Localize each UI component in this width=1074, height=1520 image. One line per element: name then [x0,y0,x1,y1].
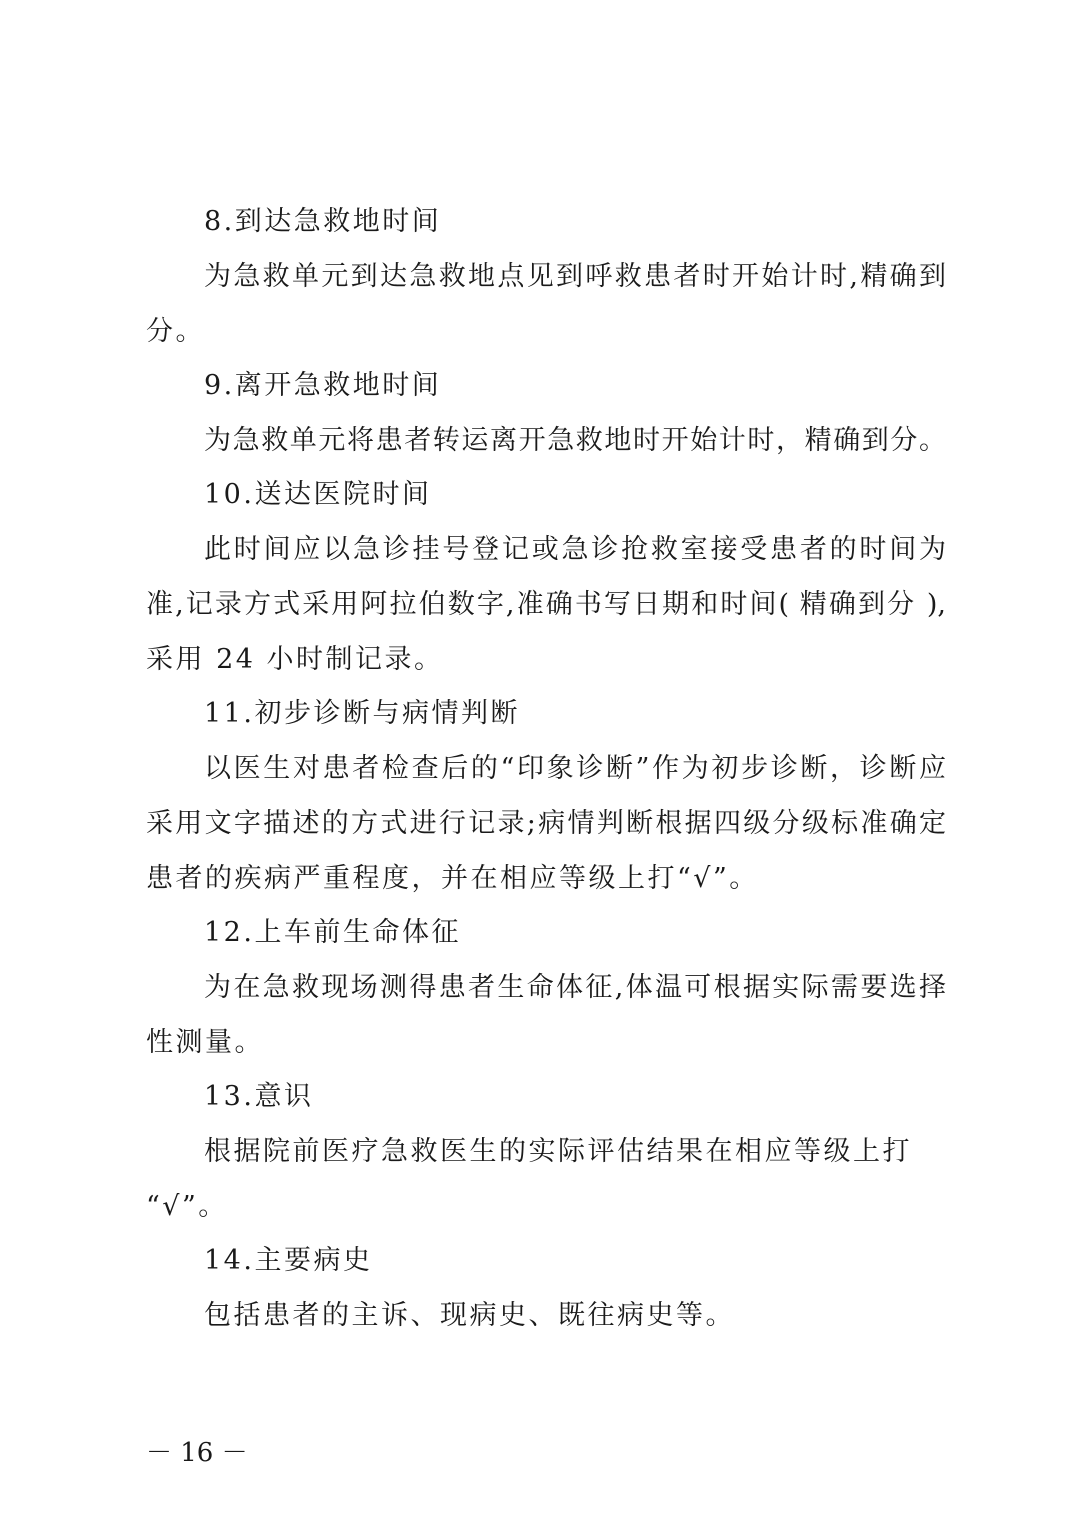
section-13-body-line-2: “√”。 [146,1191,228,1222]
section-10-body-line-2: 准,记录方式采用阿拉伯数字,准确书写日期和时间( 精确到分 ), [146,589,946,620]
section-12-body-line-2: 性测量。 [146,1027,264,1058]
section-13-heading: 13.意识 [204,1081,314,1112]
section-14-body-line-1: 包括患者的主诉、现病史、既往病史等。 [204,1300,735,1331]
section-9-body-line-1: 为急救单元将患者转运离开急救地时开始计时，精确到分。 [204,425,946,456]
section-9-heading: 9.离开急救地时间 [204,370,442,401]
section-10-body-line-1: 此时间应以急诊挂号登记或急诊抢救室接受患者的时间为 [204,534,946,565]
section-13-body-line-1: 根据院前医疗急救医生的实际评估结果在相应等级上打 [204,1136,912,1167]
section-10-body-line-3: 采用 24 小时制记录。 [146,644,444,675]
section-11-heading: 11.初步诊断与病情判断 [204,698,520,729]
section-8-body-line-1: 为急救单元到达急救地点见到呼救患者时开始计时,精确到 [204,261,946,292]
section-12-heading: 12.上车前生命体征 [204,917,461,948]
section-11-body-line-2: 采用文字描述的方式进行记录;病情判断根据四级分级标准确定 [146,808,946,839]
section-11-body-line-3: 患者的疾病严重程度，并在相应等级上打“√”。 [146,863,759,894]
section-8-heading: 8.到达急救地时间 [204,206,442,237]
section-12-body-line-1: 为在急救现场测得患者生命体征,体温可根据实际需要选择 [204,972,946,1003]
page-number: － 16 － [146,1438,248,1468]
section-8-body-line-2: 分。 [146,316,205,347]
section-10-heading: 10.送达医院时间 [204,479,432,510]
section-11-body-line-1: 以医生对患者检查后的“印象诊断”作为初步诊断，诊断应 [204,753,946,784]
section-14-heading: 14.主要病史 [204,1245,373,1276]
